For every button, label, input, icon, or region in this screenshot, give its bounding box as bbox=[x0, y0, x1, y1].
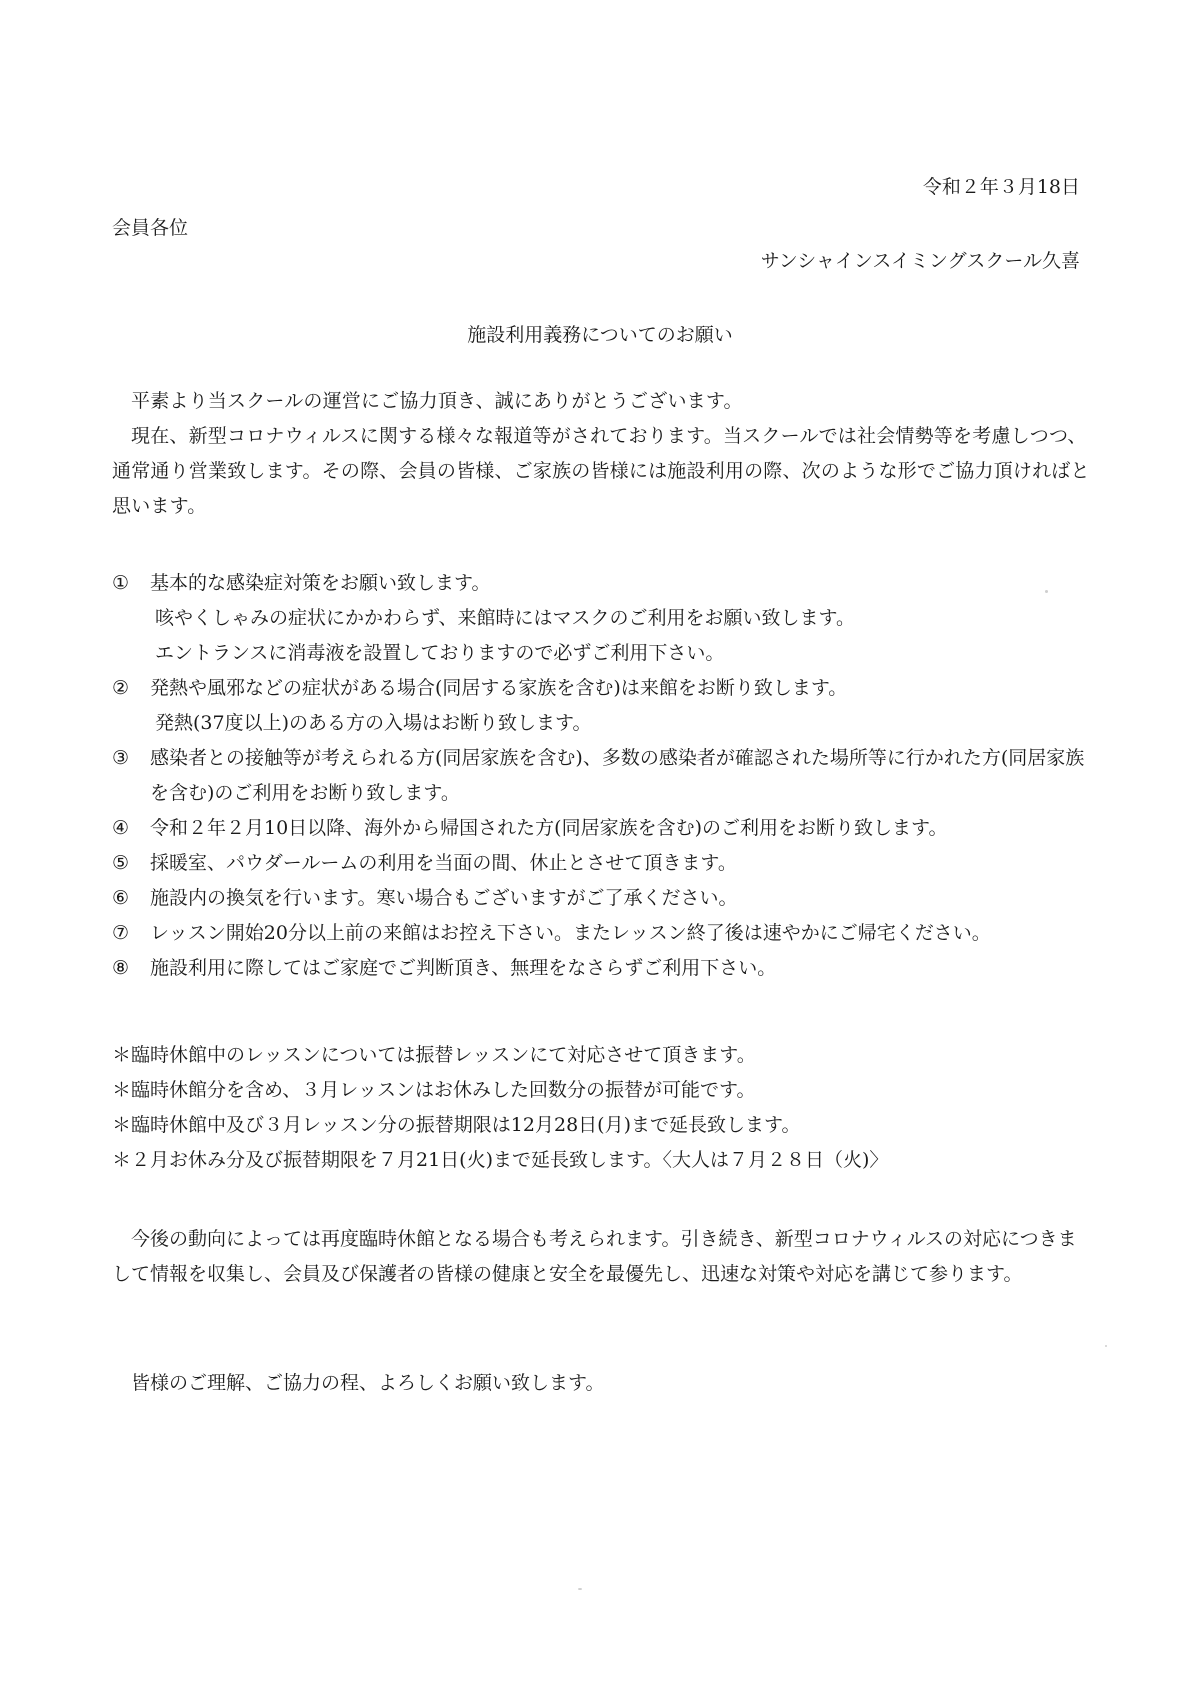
list-item bbox=[112, 951, 1092, 986]
closing-paragraph: 今後の動向によっては再度臨時休館となる場合も考えられます。引き続き、新型コロナウィルスの対応につきまして情報を収集し、会員及び保護者の皆様の健康と安全を最優先し、迅速な対策や対応を講じて参ります。 bbox=[112, 1228, 1077, 1285]
list-item bbox=[112, 811, 1092, 846]
item-number: ① bbox=[112, 572, 130, 594]
scan-speck bbox=[578, 1588, 582, 1590]
list-item bbox=[112, 916, 1092, 951]
item-number: ⑦ bbox=[112, 922, 130, 944]
list-item bbox=[112, 671, 1092, 741]
document-date: 令和２年３月18日 bbox=[922, 176, 1080, 198]
item-number: ⑧ bbox=[112, 957, 130, 979]
intro-paragraph: 現在、新型コロナウィルスに関する様々な報道等がされております。当スクールでは社会情勢等を考慮しつつ、通常通り営業致します。その際、会員の皆様、ご家族の皆様には施設利用の際、次のような形でご協力頂ければと思います。 bbox=[112, 425, 1090, 517]
list-item bbox=[112, 846, 1092, 881]
sender: サンシャインスイミングスクール久喜 bbox=[760, 250, 1080, 272]
final-paragraph: 皆様のご理解、ご協力の程、よろしくお願い致します。 bbox=[131, 1372, 605, 1394]
closing-section bbox=[112, 1222, 1092, 1292]
item-subtext: 発熱(37度以上)のある方の入場はお断り致します。 bbox=[155, 712, 592, 734]
item-number: ⑥ bbox=[112, 887, 130, 909]
item-text: 採暖室、パウダールームの利用を当面の間、休止とさせて頂きます。 bbox=[150, 852, 737, 874]
intro-paragraph: 平素より当スクールの運営にご協力頂き、誠にありがとうございます。 bbox=[131, 390, 743, 412]
item-text: 感染者との接触等が考えられる方(同居家族を含む)、多数の感染者が確認された場所等に行かれた方(同居家族を含む)のご利用をお断り致します。 bbox=[150, 747, 1085, 804]
item-text: 令和２年２月10日以降、海外から帰国された方(同居家族を含む)のご利用をお断り致します。 bbox=[150, 817, 948, 839]
list-item bbox=[112, 881, 1092, 916]
item-text: レッスン開始20分以上前の来館はお控え下さい。またレッスン終了後は速やかにご帰宅ください。 bbox=[150, 922, 991, 944]
scan-speck bbox=[1105, 1345, 1107, 1347]
recipient: 会員各位 bbox=[112, 217, 189, 239]
item-text: 施設内の換気を行います。寒い場合もございますがご了承ください。 bbox=[150, 887, 738, 909]
note-line: ＊２月お休み分及び振替期限を７月21日(火)まで延長致します。〈大人は７月２８日（火)〉 bbox=[112, 1149, 889, 1171]
notes-section bbox=[112, 1038, 1092, 1178]
item-number: ② bbox=[112, 677, 130, 699]
note-line: ＊臨時休館中及び３月レッスン分の振替期限は12月28日(月)まで延長致します。 bbox=[112, 1114, 801, 1136]
list-item bbox=[112, 566, 1092, 671]
item-subtext: エントランスに消毒液を設置しておりますので必ずご利用下さい。 bbox=[155, 642, 725, 664]
item-text: 発熱や風邪などの症状がある場合(同居する家族を含む)は来館をお断り致します。 bbox=[150, 677, 848, 699]
document-title: 施設利用義務についてのお願い bbox=[467, 324, 733, 346]
intro-section bbox=[112, 384, 1092, 524]
item-number: ④ bbox=[112, 817, 130, 839]
item-number: ⑤ bbox=[112, 852, 130, 874]
item-text: 施設利用に際してはご家庭でご判断頂き、無理をなさらずご利用下さい。 bbox=[150, 957, 777, 979]
item-number: ③ bbox=[112, 747, 130, 769]
item-text: 基本的な感染症対策をお願い致します。 bbox=[150, 572, 491, 594]
item-subtext: 咳やくしゃみの症状にかかわらず、来館時にはマスクのご利用をお願い致します。 bbox=[155, 607, 855, 629]
request-list bbox=[112, 566, 1092, 986]
final-section bbox=[112, 1366, 1092, 1401]
note-line: ＊臨時休館分を含め、３月レッスンはお休みした回数分の振替が可能です。 bbox=[112, 1079, 756, 1101]
list-item bbox=[112, 741, 1092, 811]
note-line: ＊臨時休館中のレッスンについては振替レッスンにて対応させて頂きます。 bbox=[112, 1044, 756, 1066]
scan-speck bbox=[1045, 590, 1048, 593]
